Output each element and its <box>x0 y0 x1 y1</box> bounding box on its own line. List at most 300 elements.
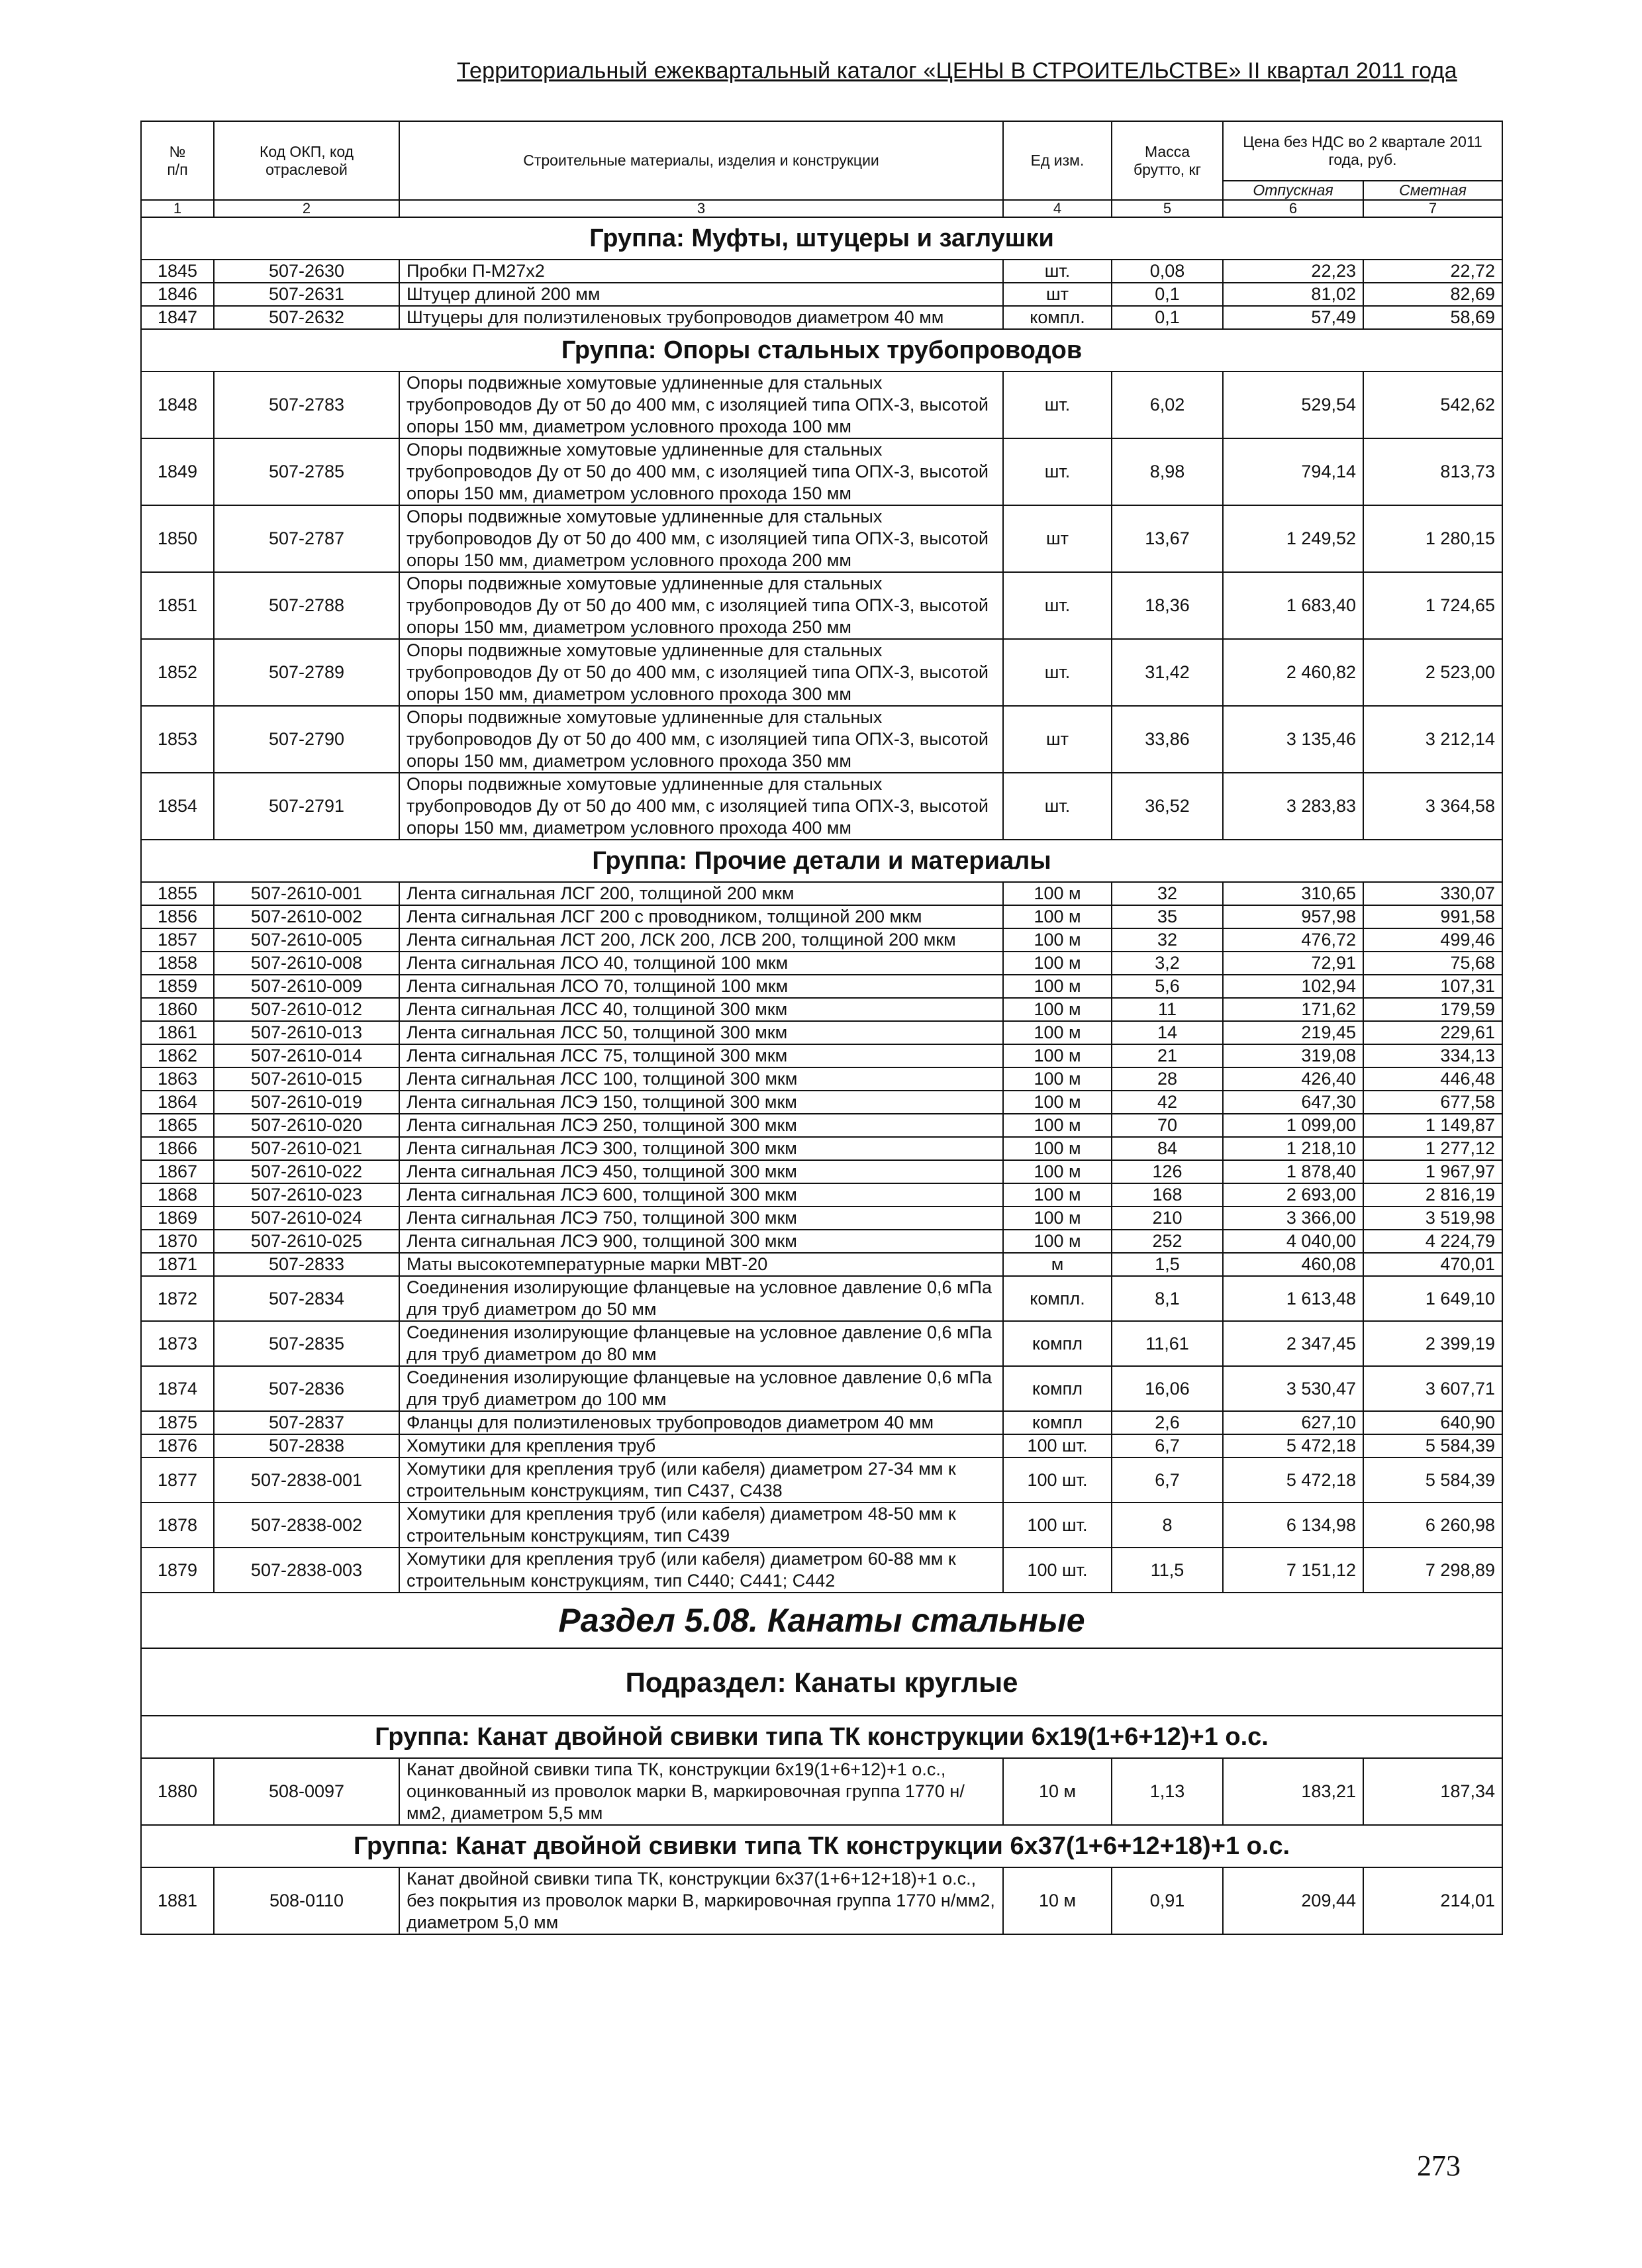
material-name: Лента сигнальная ЛСО 40, толщиной 100 мкм <box>399 952 1003 975</box>
group-heading: Группа: Опоры стальных трубопроводов <box>141 329 1502 371</box>
unit-of-measure: 100 м <box>1003 882 1112 905</box>
material-name: Опоры подвижные хомутовые удлиненные для стальных трубопроводов Ду от 50 до 400 мм, с изоляцией типа ОПХ-3, высотой опоры 150 мм, диаметром условного прохода 350 мм <box>399 706 1003 773</box>
gross-mass: 36,52 <box>1112 773 1223 840</box>
unit-of-measure: 100 м <box>1003 1021 1112 1044</box>
unit-of-measure: 100 м <box>1003 1160 1112 1183</box>
row-number: 1847 <box>141 306 214 329</box>
table-row <box>141 1253 1502 1276</box>
table-row <box>141 1411 1502 1434</box>
gross-mass: 13,67 <box>1112 505 1223 572</box>
group-heading-row <box>141 217 1502 260</box>
table-row <box>141 438 1502 505</box>
unit-of-measure: 100 м <box>1003 1137 1112 1160</box>
col-header-mass: Масса брутто, кг <box>1112 121 1223 200</box>
unit-of-measure: 100 м <box>1003 998 1112 1021</box>
gross-mass: 33,86 <box>1112 706 1223 773</box>
release-price: 426,40 <box>1223 1067 1363 1091</box>
table-row <box>141 1067 1502 1091</box>
unit-of-measure: шт. <box>1003 572 1112 639</box>
table-row <box>141 260 1502 283</box>
estimate-price: 22,72 <box>1363 260 1502 283</box>
table-row <box>141 928 1502 952</box>
table-row <box>141 306 1502 329</box>
row-number: 1874 <box>141 1366 214 1411</box>
unit-of-measure: 100 м <box>1003 1230 1112 1253</box>
release-price: 183,21 <box>1223 1758 1363 1825</box>
unit-of-measure: 100 шт. <box>1003 1503 1112 1548</box>
page-header-title: Территориальный ежеквартальный каталог «ЦЕНЫ В СТРОИТЕЛЬСТВЕ» II квартал 2011 года <box>457 58 1457 83</box>
gross-mass: 8 <box>1112 1503 1223 1548</box>
material-name: Лента сигнальная ЛСЭ 600, толщиной 300 мкм <box>399 1183 1003 1207</box>
group-heading-row <box>141 329 1502 371</box>
estimate-price: 446,48 <box>1363 1067 1502 1091</box>
table-row <box>141 773 1502 840</box>
estimate-price: 229,61 <box>1363 1021 1502 1044</box>
estimate-price: 1 149,87 <box>1363 1114 1502 1137</box>
material-name: Фланцы для полиэтиленовых трубопроводов диаметром 40 мм <box>399 1411 1003 1434</box>
estimate-price: 3 607,71 <box>1363 1366 1502 1411</box>
table-row <box>141 1207 1502 1230</box>
unit-of-measure: компл. <box>1003 1276 1112 1321</box>
material-name: Штуцеры для полиэтиленовых трубопроводов диаметром 40 мм <box>399 306 1003 329</box>
unit-of-measure: 100 м <box>1003 975 1112 998</box>
table-row <box>141 975 1502 998</box>
material-name: Лента сигнальная ЛСЭ 300, толщиной 300 мкм <box>399 1137 1003 1160</box>
table-row <box>141 1548 1502 1593</box>
release-price: 3 135,46 <box>1223 706 1363 773</box>
unit-of-measure: 100 м <box>1003 1207 1112 1230</box>
okp-code: 507-2610-024 <box>214 1207 399 1230</box>
okp-code: 508-0097 <box>214 1758 399 1825</box>
gross-mass: 3,2 <box>1112 952 1223 975</box>
material-name: Хомутики для крепления труб (или кабеля) диаметром 48-50 мм к строительным конструкциям, тип С439 <box>399 1503 1003 1548</box>
material-name: Опоры подвижные хомутовые удлиненные для стальных трубопроводов Ду от 50 до 400 мм, с изоляцией типа ОПХ-3, высотой опоры 150 мм, диаметром условного прохода 250 мм <box>399 572 1003 639</box>
gross-mass: 252 <box>1112 1230 1223 1253</box>
okp-code: 507-2610-009 <box>214 975 399 998</box>
estimate-price: 2 523,00 <box>1363 639 1502 706</box>
gross-mass: 126 <box>1112 1160 1223 1183</box>
release-price: 81,02 <box>1223 283 1363 306</box>
gross-mass: 11,5 <box>1112 1548 1223 1593</box>
release-price: 72,91 <box>1223 952 1363 975</box>
unit-of-measure: 100 м <box>1003 928 1112 952</box>
okp-code: 507-2785 <box>214 438 399 505</box>
table-row <box>141 639 1502 706</box>
release-price: 102,94 <box>1223 975 1363 998</box>
release-price: 5 472,18 <box>1223 1457 1363 1503</box>
okp-code: 507-2838 <box>214 1434 399 1457</box>
price-catalog-table <box>140 121 1503 1935</box>
okp-code: 507-2837 <box>214 1411 399 1434</box>
okp-code: 507-2610-022 <box>214 1160 399 1183</box>
estimate-price: 334,13 <box>1363 1044 1502 1067</box>
okp-code: 507-2838-002 <box>214 1503 399 1548</box>
gross-mass: 11 <box>1112 998 1223 1021</box>
estimate-price: 58,69 <box>1363 306 1502 329</box>
subsection-heading: Подраздел: Канаты круглые <box>141 1648 1502 1716</box>
release-price: 171,62 <box>1223 998 1363 1021</box>
row-number: 1861 <box>141 1021 214 1044</box>
unit-of-measure: 100 шт. <box>1003 1548 1112 1593</box>
release-price: 310,65 <box>1223 882 1363 905</box>
row-number: 1855 <box>141 882 214 905</box>
unit-of-measure: компл <box>1003 1366 1112 1411</box>
release-price: 22,23 <box>1223 260 1363 283</box>
table-row <box>141 283 1502 306</box>
row-number: 1864 <box>141 1091 214 1114</box>
estimate-price: 7 298,89 <box>1363 1548 1502 1593</box>
material-name: Лента сигнальная ЛСГ 200, толщиной 200 мкм <box>399 882 1003 905</box>
release-price: 57,49 <box>1223 306 1363 329</box>
col-header-price-estimate: Сметная <box>1363 181 1502 200</box>
estimate-price: 107,31 <box>1363 975 1502 998</box>
release-price: 1 099,00 <box>1223 1114 1363 1137</box>
unit-of-measure: компл <box>1003 1411 1112 1434</box>
unit-of-measure: 100 шт. <box>1003 1434 1112 1457</box>
unit-of-measure: 10 м <box>1003 1867 1112 1934</box>
gross-mass: 0,08 <box>1112 260 1223 283</box>
okp-code: 507-2610-015 <box>214 1067 399 1091</box>
release-price: 7 151,12 <box>1223 1548 1363 1593</box>
row-number: 1865 <box>141 1114 214 1137</box>
release-price: 476,72 <box>1223 928 1363 952</box>
table-row <box>141 1230 1502 1253</box>
row-number: 1860 <box>141 998 214 1021</box>
gross-mass: 0,91 <box>1112 1867 1223 1934</box>
material-name: Соединения изолирующие фланцевые на условное давление 0,6 мПа для труб диаметром до 100 мм <box>399 1366 1003 1411</box>
gross-mass: 6,7 <box>1112 1434 1223 1457</box>
unit-of-measure: шт. <box>1003 260 1112 283</box>
okp-code: 507-2610-002 <box>214 905 399 928</box>
gross-mass: 11,61 <box>1112 1321 1223 1366</box>
estimate-price: 214,01 <box>1363 1867 1502 1934</box>
okp-code: 508-0110 <box>214 1867 399 1934</box>
row-number: 1859 <box>141 975 214 998</box>
okp-code: 507-2610-001 <box>214 882 399 905</box>
okp-code: 507-2610-019 <box>214 1091 399 1114</box>
row-number: 1879 <box>141 1548 214 1593</box>
material-name: Лента сигнальная ЛСС 50, толщиной 300 мкм <box>399 1021 1003 1044</box>
row-number: 1849 <box>141 438 214 505</box>
table-row <box>141 1160 1502 1183</box>
unit-of-measure: м <box>1003 1253 1112 1276</box>
group-heading: Группа: Канат двойной свивки типа ТК конструкции 6х19(1+6+12)+1 о.с. <box>141 1716 1502 1758</box>
gross-mass: 8,1 <box>1112 1276 1223 1321</box>
row-number: 1867 <box>141 1160 214 1183</box>
column-number: 5 <box>1112 200 1223 217</box>
row-number: 1869 <box>141 1207 214 1230</box>
gross-mass: 16,06 <box>1112 1366 1223 1411</box>
table-row <box>141 572 1502 639</box>
material-name: Лента сигнальная ЛСС 40, толщиной 300 мкм <box>399 998 1003 1021</box>
okp-code: 507-2610-023 <box>214 1183 399 1207</box>
unit-of-measure: шт. <box>1003 438 1112 505</box>
material-name: Штуцер длиной 200 мм <box>399 283 1003 306</box>
okp-code: 507-2835 <box>214 1321 399 1366</box>
gross-mass: 5,6 <box>1112 975 1223 998</box>
gross-mass: 42 <box>1112 1091 1223 1114</box>
row-number: 1880 <box>141 1758 214 1825</box>
estimate-price: 2 816,19 <box>1363 1183 1502 1207</box>
row-number: 1868 <box>141 1183 214 1207</box>
okp-code: 507-2632 <box>214 306 399 329</box>
material-name: Хомутики для крепления труб (или кабеля) диаметром 60-88 мм к строительным конструкциям, тип С440; С441; С442 <box>399 1548 1003 1593</box>
release-price: 3 283,83 <box>1223 773 1363 840</box>
table-row <box>141 1137 1502 1160</box>
estimate-price: 6 260,98 <box>1363 1503 1502 1548</box>
estimate-price: 3 519,98 <box>1363 1207 1502 1230</box>
estimate-price: 1 277,12 <box>1363 1137 1502 1160</box>
release-price: 1 218,10 <box>1223 1137 1363 1160</box>
estimate-price: 499,46 <box>1363 928 1502 952</box>
column-number-row <box>141 200 1502 217</box>
row-number: 1870 <box>141 1230 214 1253</box>
material-name: Хомутики для крепления труб <box>399 1434 1003 1457</box>
row-number: 1850 <box>141 505 214 572</box>
row-number: 1877 <box>141 1457 214 1503</box>
material-name: Маты высокотемпературные марки МВТ-20 <box>399 1253 1003 1276</box>
row-number: 1875 <box>141 1411 214 1434</box>
okp-code: 507-2789 <box>214 639 399 706</box>
group-heading: Группа: Прочие детали и материалы <box>141 840 1502 882</box>
table-row <box>141 1457 1502 1503</box>
group-heading-row <box>141 1825 1502 1867</box>
table-row <box>141 1867 1502 1934</box>
table-row <box>141 371 1502 438</box>
table-row <box>141 706 1502 773</box>
gross-mass: 6,7 <box>1112 1457 1223 1503</box>
okp-code: 507-2610-014 <box>214 1044 399 1067</box>
catalog-body <box>141 217 1502 1934</box>
material-name: Лента сигнальная ЛСЭ 900, толщиной 300 мкм <box>399 1230 1003 1253</box>
release-price: 219,45 <box>1223 1021 1363 1044</box>
release-price: 2 460,82 <box>1223 639 1363 706</box>
estimate-price: 470,01 <box>1363 1253 1502 1276</box>
unit-of-measure: шт <box>1003 283 1112 306</box>
material-name: Лента сигнальная ЛСЭ 150, толщиной 300 мкм <box>399 1091 1003 1114</box>
column-number: 4 <box>1003 200 1112 217</box>
estimate-price: 991,58 <box>1363 905 1502 928</box>
okp-code: 507-2790 <box>214 706 399 773</box>
gross-mass: 1,5 <box>1112 1253 1223 1276</box>
material-name: Пробки П-М27х2 <box>399 260 1003 283</box>
okp-code: 507-2787 <box>214 505 399 572</box>
unit-of-measure: 100 м <box>1003 952 1112 975</box>
group-heading-row <box>141 840 1502 882</box>
okp-code: 507-2631 <box>214 283 399 306</box>
gross-mass: 31,42 <box>1112 639 1223 706</box>
release-price: 529,54 <box>1223 371 1363 438</box>
unit-of-measure: шт <box>1003 706 1112 773</box>
unit-of-measure: 100 шт. <box>1003 1457 1112 1503</box>
release-price: 319,08 <box>1223 1044 1363 1067</box>
table-row <box>141 1366 1502 1411</box>
unit-of-measure: 100 м <box>1003 1114 1112 1137</box>
material-name: Соединения изолирующие фланцевые на условное давление 0,6 мПа для труб диаметром до 80 мм <box>399 1321 1003 1366</box>
release-price: 2 693,00 <box>1223 1183 1363 1207</box>
release-price: 460,08 <box>1223 1253 1363 1276</box>
okp-code: 507-2838-003 <box>214 1548 399 1593</box>
estimate-price: 179,59 <box>1363 998 1502 1021</box>
row-number: 1848 <box>141 371 214 438</box>
row-number: 1845 <box>141 260 214 283</box>
row-number: 1846 <box>141 283 214 306</box>
table-row <box>141 1091 1502 1114</box>
row-number: 1858 <box>141 952 214 975</box>
release-price: 1 249,52 <box>1223 505 1363 572</box>
table-row <box>141 1758 1502 1825</box>
release-price: 1 683,40 <box>1223 572 1363 639</box>
okp-code: 507-2834 <box>214 1276 399 1321</box>
material-name: Канат двойной свивки типа ТК, конструкции 6х37(1+6+12+18)+1 о.с., без покрытия из проволок марки В, маркировочная группа 1770 н/мм2, диаметром 5,0 мм <box>399 1867 1003 1934</box>
gross-mass: 35 <box>1112 905 1223 928</box>
gross-mass: 84 <box>1112 1137 1223 1160</box>
table-row <box>141 882 1502 905</box>
material-name: Хомутики для крепления труб (или кабеля) диаметром 27-34 мм к строительным конструкциям, тип С437, С438 <box>399 1457 1003 1503</box>
okp-code: 507-2610-012 <box>214 998 399 1021</box>
estimate-price: 187,34 <box>1363 1758 1502 1825</box>
okp-code: 507-2833 <box>214 1253 399 1276</box>
gross-mass: 28 <box>1112 1067 1223 1091</box>
okp-code: 507-2610-005 <box>214 928 399 952</box>
estimate-price: 677,58 <box>1363 1091 1502 1114</box>
subsection-heading-row <box>141 1648 1502 1716</box>
gross-mass: 168 <box>1112 1183 1223 1207</box>
unit-of-measure: шт <box>1003 505 1112 572</box>
release-price: 794,14 <box>1223 438 1363 505</box>
group-heading-row <box>141 1716 1502 1758</box>
okp-code: 507-2610-025 <box>214 1230 399 1253</box>
unit-of-measure: 100 м <box>1003 905 1112 928</box>
row-number: 1862 <box>141 1044 214 1067</box>
col-header-price-release: Отпускная <box>1223 181 1363 200</box>
release-price: 6 134,98 <box>1223 1503 1363 1548</box>
row-number: 1881 <box>141 1867 214 1934</box>
table-row <box>141 1276 1502 1321</box>
gross-mass: 14 <box>1112 1021 1223 1044</box>
gross-mass: 32 <box>1112 882 1223 905</box>
table-row <box>141 952 1502 975</box>
estimate-price: 3 364,58 <box>1363 773 1502 840</box>
material-name: Лента сигнальная ЛСС 100, толщиной 300 мкм <box>399 1067 1003 1091</box>
table-row <box>141 1044 1502 1067</box>
material-name: Опоры подвижные хомутовые удлиненные для стальных трубопроводов Ду от 50 до 400 мм, с изоляцией типа ОПХ-3, высотой опоры 150 мм, диаметром условного прохода 300 мм <box>399 639 1003 706</box>
gross-mass: 8,98 <box>1112 438 1223 505</box>
row-number: 1873 <box>141 1321 214 1366</box>
release-price: 1 613,48 <box>1223 1276 1363 1321</box>
okp-code: 507-2610-021 <box>214 1137 399 1160</box>
estimate-price: 4 224,79 <box>1363 1230 1502 1253</box>
estimate-price: 813,73 <box>1363 438 1502 505</box>
row-number: 1872 <box>141 1276 214 1321</box>
release-price: 3 530,47 <box>1223 1366 1363 1411</box>
release-price: 647,30 <box>1223 1091 1363 1114</box>
material-name: Лента сигнальная ЛСТ 200, ЛСК 200, ЛСВ 200, толщиной 200 мкм <box>399 928 1003 952</box>
table-row <box>141 1434 1502 1457</box>
column-number: 7 <box>1363 200 1502 217</box>
okp-code: 507-2788 <box>214 572 399 639</box>
estimate-price: 75,68 <box>1363 952 1502 975</box>
okp-code: 507-2836 <box>214 1366 399 1411</box>
col-header-code: Код ОКП, код отраслевой <box>214 121 399 200</box>
table-row <box>141 1114 1502 1137</box>
gross-mass: 0,1 <box>1112 306 1223 329</box>
unit-of-measure: компл. <box>1003 306 1112 329</box>
gross-mass: 32 <box>1112 928 1223 952</box>
release-price: 5 472,18 <box>1223 1434 1363 1457</box>
unit-of-measure: шт. <box>1003 639 1112 706</box>
col-header-price: Цена без НДС во 2 квартале 2011 года, руб. <box>1223 121 1502 181</box>
unit-of-measure: шт. <box>1003 371 1112 438</box>
column-number: 6 <box>1223 200 1363 217</box>
row-number: 1853 <box>141 706 214 773</box>
unit-of-measure: компл <box>1003 1321 1112 1366</box>
table-row <box>141 1321 1502 1366</box>
material-name: Лента сигнальная ЛСГ 200 с проводником, толщиной 200 мкм <box>399 905 1003 928</box>
gross-mass: 70 <box>1112 1114 1223 1137</box>
material-name: Лента сигнальная ЛСЭ 450, толщиной 300 мкм <box>399 1160 1003 1183</box>
material-name: Лента сигнальная ЛСЭ 250, толщиной 300 мкм <box>399 1114 1003 1137</box>
unit-of-measure: 10 м <box>1003 1758 1112 1825</box>
table-row <box>141 1183 1502 1207</box>
unit-of-measure: 100 м <box>1003 1091 1112 1114</box>
column-number: 3 <box>399 200 1003 217</box>
estimate-price: 1 280,15 <box>1363 505 1502 572</box>
gross-mass: 0,1 <box>1112 283 1223 306</box>
group-heading: Группа: Муфты, штуцеры и заглушки <box>141 217 1502 260</box>
gross-mass: 21 <box>1112 1044 1223 1067</box>
row-number: 1852 <box>141 639 214 706</box>
gross-mass: 210 <box>1112 1207 1223 1230</box>
section-heading: Раздел 5.08. Канаты стальные <box>141 1593 1502 1648</box>
unit-of-measure: 100 м <box>1003 1183 1112 1207</box>
unit-of-measure: шт. <box>1003 773 1112 840</box>
okp-code: 507-2610-020 <box>214 1114 399 1137</box>
release-price: 2 347,45 <box>1223 1321 1363 1366</box>
material-name: Соединения изолирующие фланцевые на условное давление 0,6 мПа для труб диаметром до 50 мм <box>399 1276 1003 1321</box>
material-name: Канат двойной свивки типа ТК, конструкции 6х19(1+6+12)+1 о.с., оцинкованный из проволок марки В, маркировочная группа 1770 н/мм2, диаметром 5,5 мм <box>399 1758 1003 1825</box>
row-number: 1871 <box>141 1253 214 1276</box>
row-number: 1863 <box>141 1067 214 1091</box>
table-row <box>141 905 1502 928</box>
release-price: 957,98 <box>1223 905 1363 928</box>
material-name: Опоры подвижные хомутовые удлиненные для стальных трубопроводов Ду от 50 до 400 мм, с изоляцией типа ОПХ-3, высотой опоры 150 мм, диаметром условного прохода 400 мм <box>399 773 1003 840</box>
gross-mass: 1,13 <box>1112 1758 1223 1825</box>
row-number: 1876 <box>141 1434 214 1457</box>
table-row <box>141 1503 1502 1548</box>
material-name: Лента сигнальная ЛСО 70, толщиной 100 мкм <box>399 975 1003 998</box>
group-heading: Группа: Канат двойной свивки типа ТК конструкции 6х37(1+6+12+18)+1 о.с. <box>141 1825 1502 1867</box>
table-row <box>141 505 1502 572</box>
col-header-name: Строительные материалы, изделия и конструкции <box>399 121 1003 200</box>
section-heading-row <box>141 1593 1502 1648</box>
release-price: 1 878,40 <box>1223 1160 1363 1183</box>
row-number: 1857 <box>141 928 214 952</box>
row-number: 1856 <box>141 905 214 928</box>
okp-code: 507-2791 <box>214 773 399 840</box>
estimate-price: 542,62 <box>1363 371 1502 438</box>
release-price: 4 040,00 <box>1223 1230 1363 1253</box>
estimate-price: 3 212,14 <box>1363 706 1502 773</box>
estimate-price: 5 584,39 <box>1363 1457 1502 1503</box>
table-row <box>141 998 1502 1021</box>
estimate-price: 82,69 <box>1363 283 1502 306</box>
unit-of-measure: 100 м <box>1003 1044 1112 1067</box>
okp-code: 507-2610-008 <box>214 952 399 975</box>
gross-mass: 2,6 <box>1112 1411 1223 1434</box>
column-number: 2 <box>214 200 399 217</box>
col-header-unit: Ед изм. <box>1003 121 1112 200</box>
